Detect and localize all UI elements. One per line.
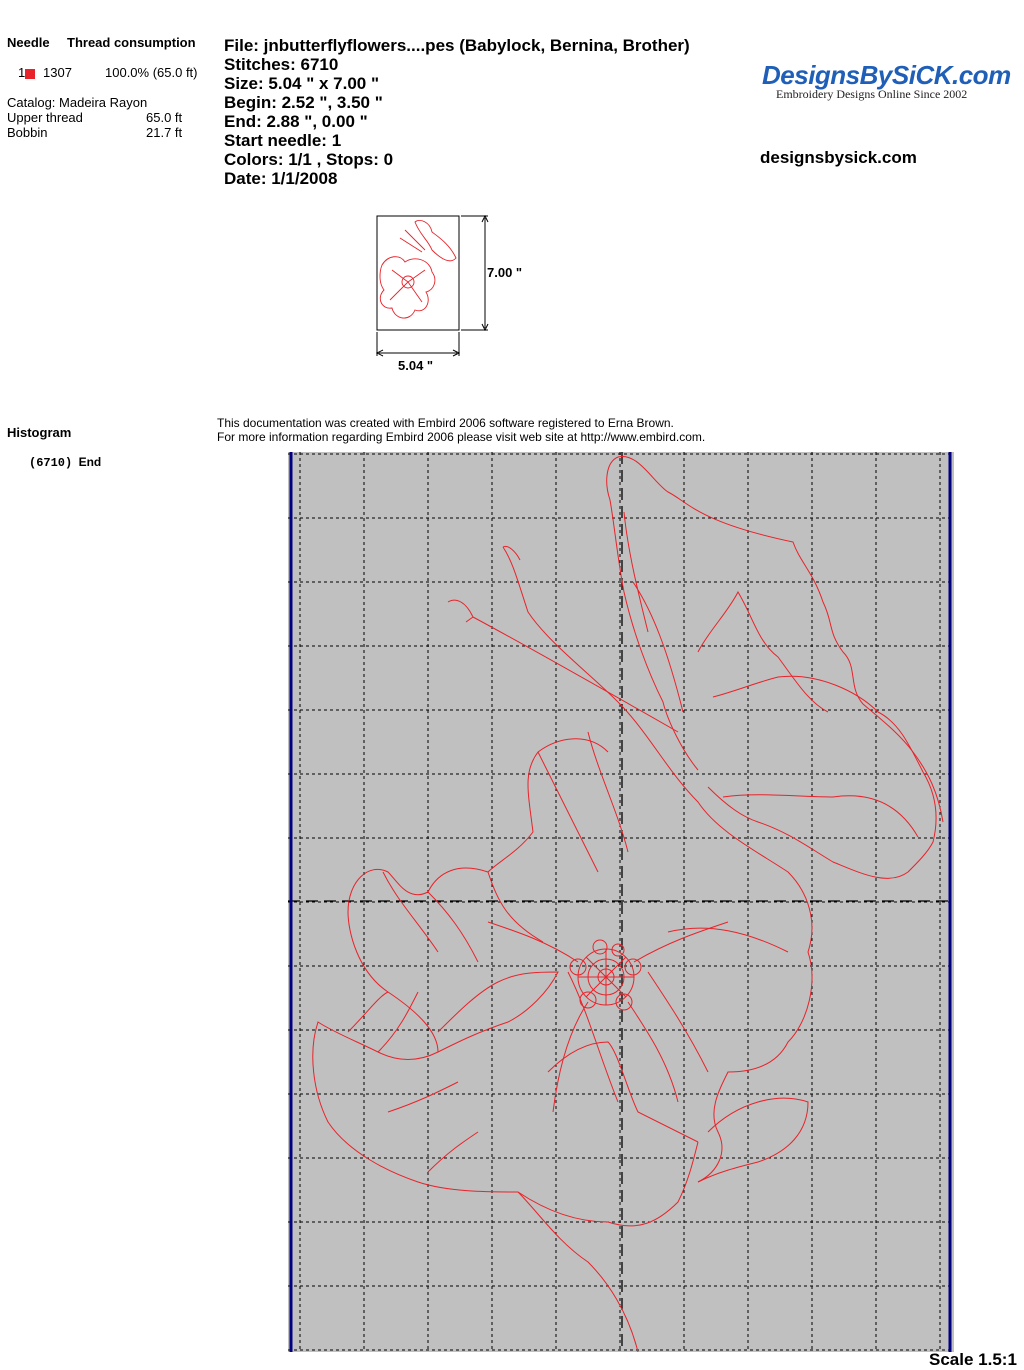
file-name: File: jnbutterflyflowers....pes (Babylock, Bernina, Brother) [224,36,690,55]
thread-consumption-header: Thread consumption [67,35,196,50]
bobbin-label: Bobbin [7,125,48,140]
histogram-entry [29,455,101,470]
note-line-1: This documentation was created with Embird 2006 software registered to Erna Brown. [217,416,674,430]
bobbin-value: 21.7 ft [146,125,183,140]
scale-label: Scale 1.5:1 [929,1350,1017,1369]
height-dimension-label: 7.00 " [487,265,523,280]
stitch-count: Stitches: 6710 [224,55,339,74]
logo-subtitle: Embroidery Designs Online Since 2002 [776,87,968,101]
begin-point: Begin: 2.52 ", 3.50 " [224,93,383,112]
design-info [224,36,690,188]
site-name: designsbysick.com [760,148,917,167]
histogram-title: Histogram [7,425,72,440]
stitch-preview [288,452,954,1352]
documentation-note [217,416,705,444]
width-dimension-label: 5.04 " [398,358,434,373]
needle-number: 1 [18,65,26,80]
thread-color-swatch [25,69,35,79]
design-size: Size: 5.04 " x 7.00 " [224,74,380,93]
logo-title: DesignsBySiCK.com [762,60,1011,90]
brand-logo [762,60,1011,102]
thread-code: 1307 [43,65,72,80]
histogram-entry-count: (6710) [29,456,73,470]
start-needle: Start needle: 1 [224,131,342,150]
thread-row [18,65,35,80]
end-point: End: 2.88 ", 0.00 " [224,112,368,131]
thread-consumption: 100.0% (65.0 ft) [105,65,198,80]
upper-thread-value: 65.0 ft [146,110,183,125]
histogram-entry-label: End [78,455,102,469]
needle-header: Needle [7,35,50,50]
catalog-name: Catalog: Madeira Rayon [7,95,148,110]
note-line-2: For more information regarding Embird 2006 please visit web site at http://www.embird.com. [217,430,706,444]
design-thumbnail [370,210,540,380]
upper-thread-label: Upper thread [7,110,83,125]
thumbnail-frame [377,216,459,330]
design-date: Date: 1/1/2008 [224,169,338,188]
colors-stops: Colors: 1/1 , Stops: 0 [224,150,394,169]
